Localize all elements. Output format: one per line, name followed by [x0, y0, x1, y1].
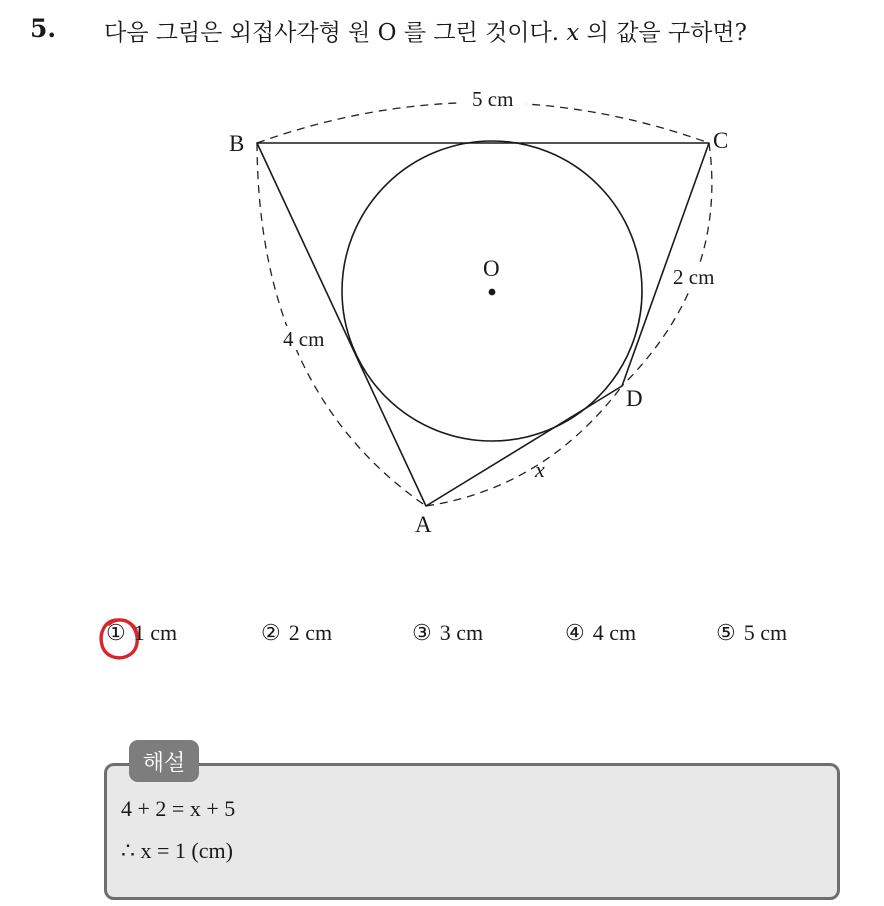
- solution-tab: 해설: [129, 740, 199, 782]
- question-number: 5.: [30, 14, 57, 43]
- label-o: O: [483, 256, 500, 281]
- quadrilateral-abdc: [257, 143, 709, 506]
- choice-3-number: ③: [412, 620, 432, 645]
- label-bc-length: 5 cm: [472, 87, 514, 111]
- solution-line-1: 4 + 2 = x + 5: [121, 796, 236, 821]
- label-ab-length: 4 cm: [283, 327, 325, 351]
- label-b: B: [229, 131, 245, 156]
- choice-4-number: ④: [565, 620, 585, 645]
- solution-line-2: ∴ x = 1 (cm): [121, 838, 233, 863]
- choice-3-label: 3 cm: [439, 620, 484, 645]
- choice-1-label: 1 cm: [133, 620, 178, 645]
- choice-4-label: 4 cm: [592, 620, 637, 645]
- choice-2-number: ②: [261, 620, 281, 645]
- choice-4[interactable]: [565, 620, 636, 646]
- center-dot: [489, 289, 496, 296]
- choice-5[interactable]: [716, 620, 787, 646]
- choice-1-number: ①: [106, 620, 126, 645]
- choice-2-label: 2 cm: [288, 620, 333, 645]
- choice-5-label: 5 cm: [743, 620, 788, 645]
- question-text-suffix: 의 값을 구하면?: [579, 20, 747, 46]
- label-d: D: [626, 386, 643, 411]
- answer-choices: [0, 620, 884, 664]
- solution-box: [104, 763, 840, 900]
- choice-1[interactable]: [106, 620, 177, 646]
- label-a: A: [415, 512, 432, 537]
- choice-5-number: ⑤: [716, 620, 736, 645]
- label-c: C: [713, 128, 729, 153]
- choice-3[interactable]: [412, 620, 483, 646]
- label-x: x: [535, 457, 545, 482]
- choice-2[interactable]: [261, 620, 332, 646]
- question-text-prefix: 다음 그림은 외접사각형 원 O 를 그린 것이다.: [104, 20, 567, 46]
- question-variable: x: [566, 20, 580, 46]
- label-cd-length: 2 cm: [673, 265, 715, 289]
